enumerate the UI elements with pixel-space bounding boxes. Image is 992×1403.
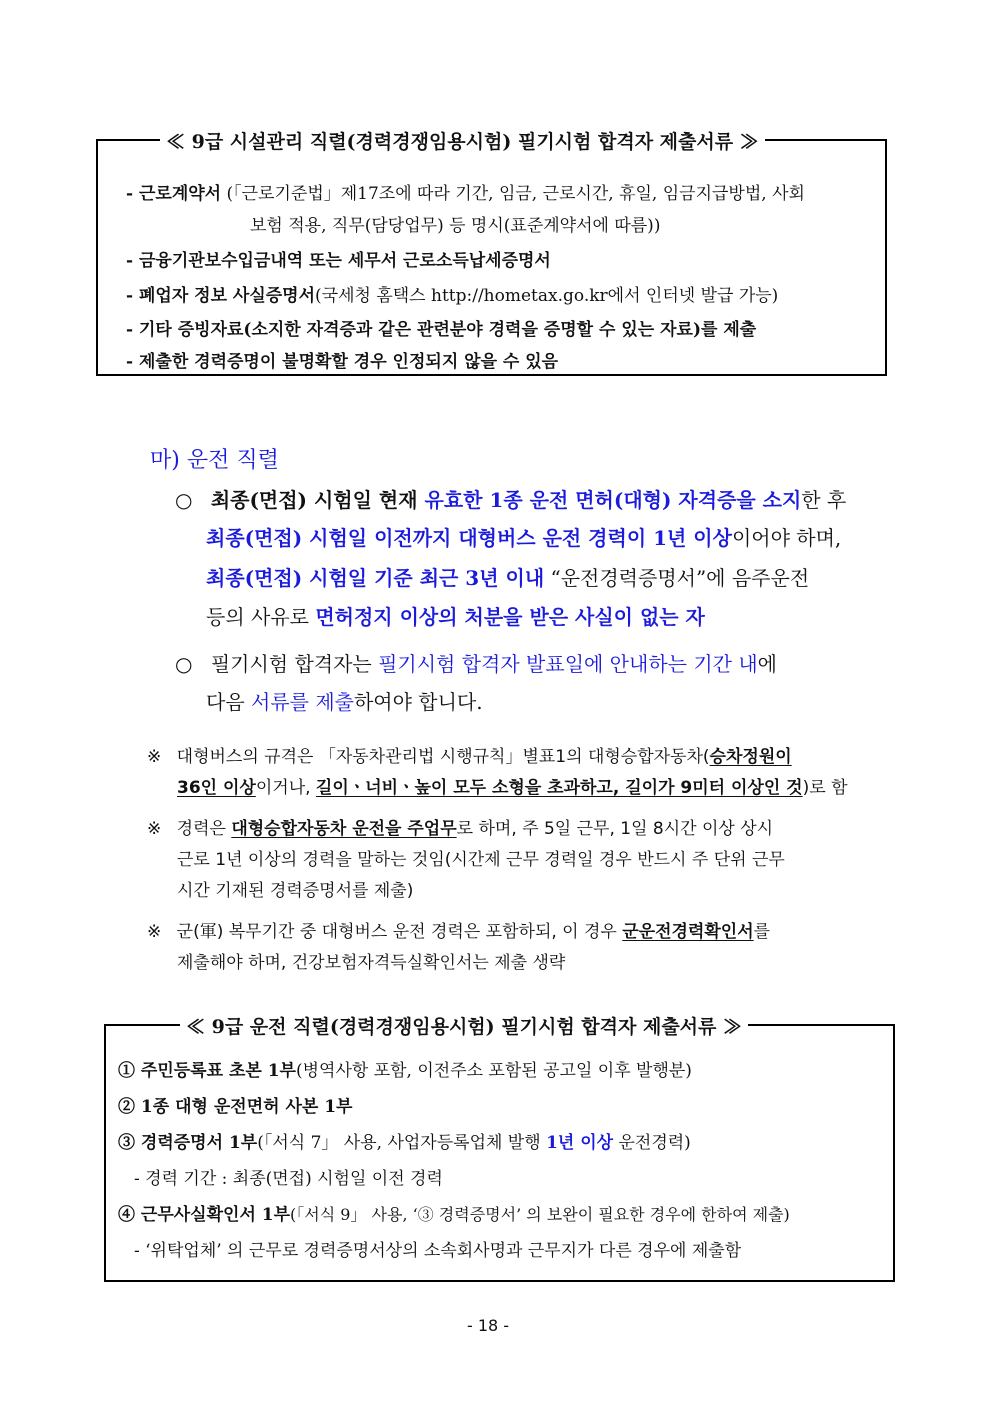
para1-line3: 최종(면접) 시험일 기준 최근 3년 이내 “운전경력증명서”에 음주운전 [206,566,810,590]
box1-item-contract-cont: 보험 적용, 직무(담당업무) 등 명시(표준계약서에 따름)) [250,216,661,236]
para2-line1: ○ 필기시험 합격자는 필기시험 합격자 발표일에 안내하는 기간 내에 [175,652,777,676]
box2-item4: ④ 근무사실확인서 1부(「서식 9」 사용, ‘③ 경력증명서’ 의 보완이 필요한 경우에 한하여 제출) [118,1205,790,1225]
facility-docs-box-title: ≪ 9급 시설관리 직렬(경력경쟁임용시험) 필기시험 합격자 제출서류 ≫ [160,127,765,154]
box2-item1: ① 주민등록표 초본 1부(병역사항 포함, 이전주소 포함된 공고일 이후 발행분) [118,1061,692,1081]
box1-item-evidence: - 기타 증빙자료(소지한 자격증과 같은 관련분야 경력을 증명할 수 있는 자료)를 제출 [126,320,757,340]
page-number: - 18 - [467,1316,510,1335]
box1-item-contract: - 근로계약서 (「근로기준법」제17조에 따라 기간, 임금, 근로시간, 휴일, 임금지급방법, 사회 [126,184,805,204]
para1-line1: ○ 최종(면접) 시험일 현재 유효한 1종 운전 면허(대형) 자격증을 소지한 후 [175,488,847,512]
section-heading: 마) 운전 직렬 [150,448,279,473]
note2-line2: 근로 1년 이상의 경력을 말하는 것임(시간제 근무 경력일 경우 반드시 주 단위 근무 [177,850,785,870]
box2-item3: ③ 경력증명서 1부(「서식 7」 사용, 사업자등록업체 발행 1년 이상 운전경력) [118,1133,691,1153]
note2-line3: 시간 기재된 경력증명서를 제출) [177,881,414,901]
box2-item4-sub: - ‘위탁업체’ 의 근무로 경력증명서상의 소속회사명과 근무지가 다른 경우에 제출함 [134,1241,742,1261]
box1-item-income: - 금융기관보수입금내역 또는 세무서 근로소득납세증명서 [126,251,551,271]
para2-line2: 다음 서류를 제출하여야 합니다. [206,690,483,714]
note3-line1: ※ 군(軍) 복무기간 중 대형버스 운전 경력은 포함하되, 이 경우 군운전경력확인서를 [147,922,771,942]
box1-item-closure: - 폐업자 정보 사실증명서(국세청 홈택스 http://hometax.go.kr에서 인터넷 발급 가능) [126,286,779,306]
para1-line2: 최종(면접) 시험일 이전까지 대형버스 운전 경력이 1년 이상이어야 하며, [206,526,842,550]
box2-item2: ② 1종 대형 운전면허 사본 1부 [118,1097,353,1117]
note2-line1: ※ 경력은 대형승합자동차 운전을 주업무로 하며, 주 5일 근무, 1일 8시간 이상 상시 [147,819,774,839]
box2-item3-sub: - 경력 기간 : 최종(면접) 시험일 이전 경력 [134,1169,443,1189]
note1-line2: 36인 이상이거나, 길이ㆍ너비ㆍ높이 모두 소형을 초과하고, 길이가 9미터 이상인 것)로 함 [177,778,848,798]
para1-line4: 등의 사유로 면허정지 이상의 처분을 받은 사실이 없는 자 [206,605,705,629]
note1-line1: ※ 대형버스의 규격은 「자동차관리법 시행규칙」별표1의 대형승합자동차(승차정원이 [147,747,792,767]
box1-item-warning: - 제출한 경력증명이 불명확할 경우 인정되지 않을 수 있음 [126,352,559,372]
driving-docs-box-title: ≪ 9급 운전 직렬(경력경쟁임용시험) 필기시험 합격자 제출서류 ≫ [180,1012,748,1039]
note3-line2: 제출해야 하며, 건강보험자격득실확인서는 제출 생략 [177,953,566,973]
